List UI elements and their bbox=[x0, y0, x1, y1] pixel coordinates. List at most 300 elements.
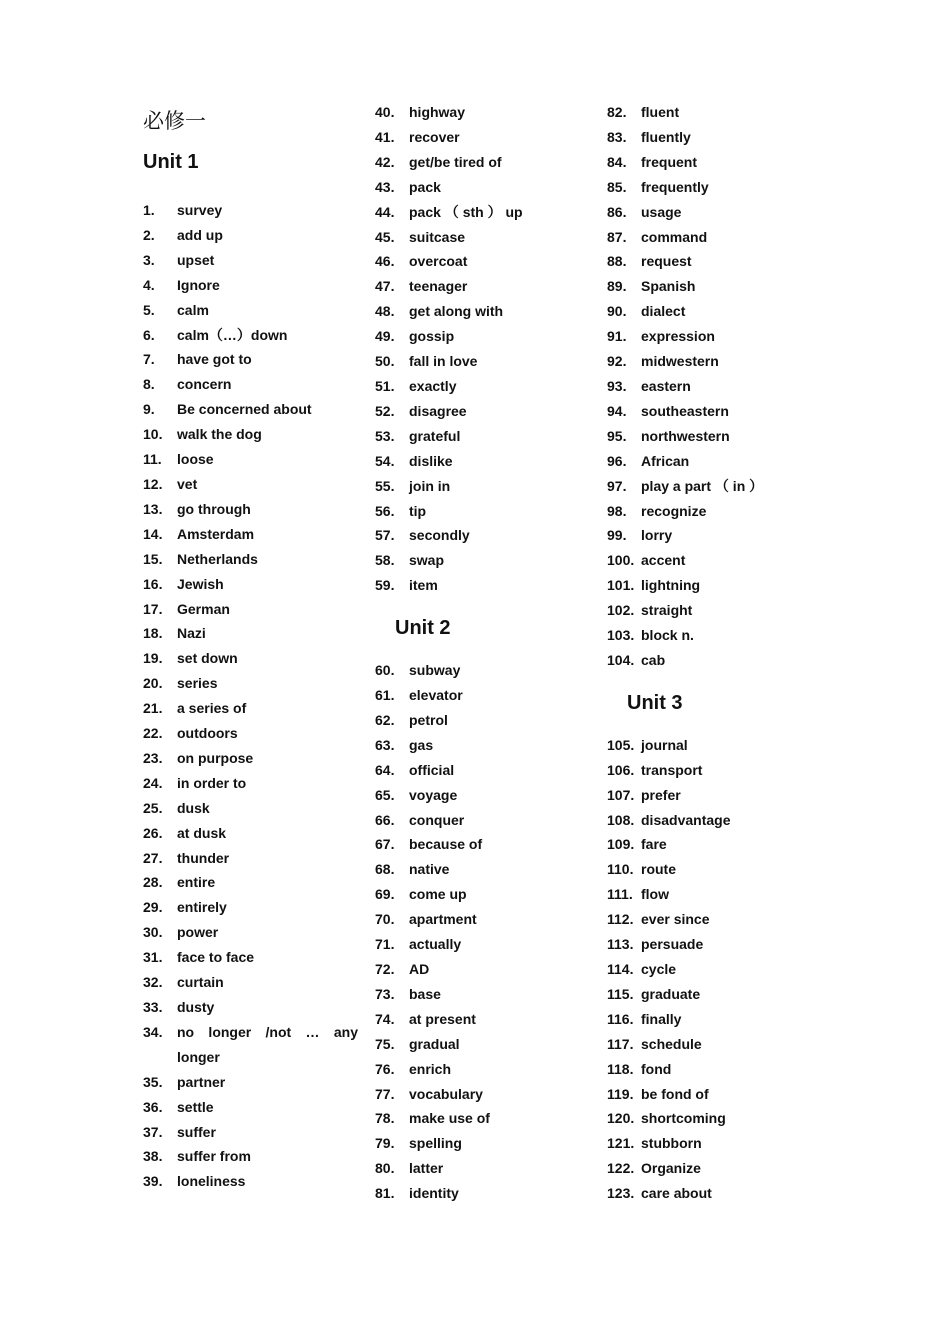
vocab-item bbox=[375, 1082, 590, 1107]
vocab-term: northwestern bbox=[641, 427, 730, 444]
vocab-list-unit-2 bbox=[375, 658, 590, 1206]
vocab-item bbox=[607, 324, 837, 349]
vocab-list-unit-1-cont bbox=[375, 100, 590, 598]
vocab-item bbox=[375, 175, 590, 200]
vocab-term: curtain bbox=[177, 974, 224, 991]
vocab-term: enrich bbox=[409, 1060, 452, 1077]
vocab-number: 109. bbox=[607, 836, 635, 853]
vocab-item bbox=[143, 347, 358, 372]
vocab-number: 37. bbox=[143, 1123, 163, 1140]
vocab-term: flow bbox=[641, 886, 669, 903]
vocab-item bbox=[607, 249, 837, 274]
vocab-term: overcoat bbox=[409, 253, 468, 270]
vocab-number: 121. bbox=[607, 1135, 635, 1152]
vocab-number: 5. bbox=[143, 301, 155, 318]
vocab-number: 16. bbox=[143, 575, 163, 592]
vocab-number: 76. bbox=[375, 1060, 395, 1077]
vocab-item bbox=[607, 200, 837, 225]
vocab-item bbox=[143, 472, 358, 497]
vocab-term: conquer bbox=[409, 811, 465, 828]
vocab-item bbox=[607, 474, 837, 499]
unit-3-heading: Unit 3 bbox=[627, 691, 683, 714]
vocab-term: vet bbox=[177, 475, 198, 492]
vocab-item bbox=[607, 548, 837, 573]
vocab-item bbox=[375, 1131, 590, 1156]
vocab-term: outdoors bbox=[177, 725, 238, 742]
vocab-item bbox=[607, 623, 837, 648]
vocab-term: entire bbox=[177, 874, 216, 891]
vocab-number: 11. bbox=[143, 451, 162, 468]
vocab-term: add up bbox=[177, 226, 223, 243]
vocab-term: care about bbox=[641, 1185, 712, 1202]
vocab-item bbox=[375, 324, 590, 349]
vocab-number: 30. bbox=[143, 924, 163, 941]
vocab-term: stubborn bbox=[641, 1135, 702, 1152]
vocab-item bbox=[607, 1032, 837, 1057]
vocab-term: petrol bbox=[409, 711, 448, 728]
vocab-item bbox=[607, 1181, 837, 1206]
vocab-number: 68. bbox=[375, 861, 395, 878]
vocab-term: get along with bbox=[409, 303, 504, 320]
vocab-number: 67. bbox=[375, 836, 395, 853]
vocab-term: join in bbox=[409, 477, 451, 494]
vocab-term: calm bbox=[177, 301, 209, 318]
vocab-item bbox=[607, 1131, 837, 1156]
vocab-term: at dusk bbox=[177, 824, 227, 841]
vocab-term: identity bbox=[409, 1185, 459, 1202]
vocab-number: 22. bbox=[143, 725, 163, 742]
vocab-term: finally bbox=[641, 1010, 682, 1027]
vocab-item bbox=[375, 1106, 590, 1131]
vocab-item bbox=[607, 225, 837, 250]
vocab-term: apartment bbox=[409, 911, 477, 928]
vocab-term: face to face bbox=[177, 949, 255, 966]
vocab-number: 74. bbox=[375, 1010, 395, 1027]
vocab-number: 2. bbox=[143, 226, 155, 243]
vocab-item bbox=[375, 125, 590, 150]
vocab-number: 96. bbox=[607, 452, 627, 469]
vocab-number: 24. bbox=[143, 774, 163, 791]
vocab-item bbox=[143, 372, 358, 397]
vocab-item bbox=[375, 424, 590, 449]
vocab-term: partner bbox=[177, 1073, 226, 1090]
vocab-term: spelling bbox=[409, 1135, 462, 1152]
vocab-term: power bbox=[177, 924, 219, 941]
vocab-term: on purpose bbox=[177, 749, 254, 766]
vocab-term: no longer /not … any longer bbox=[177, 1023, 358, 1065]
vocab-term: usage bbox=[641, 203, 682, 220]
vocab-term: settle bbox=[177, 1098, 214, 1115]
vocab-item bbox=[607, 1057, 837, 1082]
vocab-number: 123. bbox=[607, 1185, 635, 1202]
vocab-term: exactly bbox=[409, 377, 457, 394]
vocab-item bbox=[143, 746, 358, 771]
vocab-number: 73. bbox=[375, 985, 395, 1002]
vocab-number: 52. bbox=[375, 402, 395, 419]
vocab-term: Nazi bbox=[177, 625, 206, 642]
vocab-item bbox=[375, 274, 590, 299]
vocab-number: 122. bbox=[607, 1160, 635, 1177]
vocab-number: 71. bbox=[375, 936, 395, 953]
vocab-item bbox=[375, 758, 590, 783]
vocab-item bbox=[607, 125, 837, 150]
vocab-number: 32. bbox=[143, 974, 163, 991]
vocab-item bbox=[607, 808, 837, 833]
vocab-number: 84. bbox=[607, 153, 627, 170]
vocab-number: 66. bbox=[375, 811, 395, 828]
vocab-number: 43. bbox=[375, 178, 395, 195]
vocab-item bbox=[375, 573, 590, 598]
vocab-number: 119. bbox=[607, 1085, 634, 1102]
vocab-item bbox=[607, 399, 837, 424]
vocab-item bbox=[375, 658, 590, 683]
vocab-item bbox=[607, 733, 837, 758]
vocab-number: 35. bbox=[143, 1073, 163, 1090]
vocab-number: 94. bbox=[607, 402, 627, 419]
vocab-term: disagree bbox=[409, 402, 467, 419]
vocab-number: 99. bbox=[607, 527, 627, 544]
vocab-number: 57. bbox=[375, 527, 395, 544]
vocab-number: 40. bbox=[375, 104, 395, 120]
vocab-term: get/be tired of bbox=[409, 153, 502, 170]
vocab-number: 42. bbox=[375, 153, 395, 170]
vocab-item bbox=[375, 907, 590, 932]
vocab-term: fond bbox=[641, 1060, 672, 1077]
vocab-number: 70. bbox=[375, 911, 395, 928]
vocab-number: 118. bbox=[607, 1060, 634, 1077]
vocab-number: 89. bbox=[607, 278, 627, 295]
vocab-term: swap bbox=[409, 552, 445, 569]
vocab-number: 98. bbox=[607, 502, 627, 519]
vocab-term: midwestern bbox=[641, 353, 719, 370]
vocab-item bbox=[375, 957, 590, 982]
vocab-item bbox=[607, 175, 837, 200]
vocab-item bbox=[375, 548, 590, 573]
vocab-term: cycle bbox=[641, 961, 677, 977]
vocab-item bbox=[143, 223, 358, 248]
vocab-item bbox=[607, 100, 837, 125]
vocab-number: 62. bbox=[375, 711, 395, 728]
vocab-item bbox=[375, 523, 590, 548]
vocab-number: 28. bbox=[143, 874, 163, 891]
vocab-number: 31. bbox=[143, 949, 163, 966]
vocab-term: come up bbox=[409, 886, 467, 903]
vocab-number: 3. bbox=[143, 251, 155, 268]
vocab-number: 75. bbox=[375, 1035, 395, 1052]
vocab-item bbox=[607, 1156, 837, 1181]
vocab-term: calm（…）down bbox=[177, 326, 288, 343]
vocab-term: journal bbox=[641, 736, 688, 753]
vocab-number: 54. bbox=[375, 452, 395, 469]
vocab-term: make use of bbox=[409, 1110, 490, 1127]
vocab-term: be fond of bbox=[641, 1085, 709, 1102]
vocab-item bbox=[375, 783, 590, 808]
vocab-term: recognize bbox=[641, 502, 707, 519]
vocab-term: suffer bbox=[177, 1123, 216, 1140]
vocab-number: 81. bbox=[375, 1185, 395, 1202]
vocab-term: African bbox=[641, 452, 690, 469]
vocab-number: 120. bbox=[607, 1110, 635, 1127]
vocab-term: gossip bbox=[409, 328, 455, 345]
vocab-item bbox=[143, 671, 358, 696]
vocab-number: 87. bbox=[607, 228, 627, 245]
vocab-number: 25. bbox=[143, 799, 163, 816]
vocab-term: grateful bbox=[409, 427, 461, 444]
vocab-term: upset bbox=[177, 251, 215, 268]
vocab-item bbox=[375, 882, 590, 907]
vocab-term: Organize bbox=[641, 1160, 701, 1177]
vocab-number: 20. bbox=[143, 675, 163, 692]
vocab-item bbox=[143, 796, 358, 821]
vocab-item bbox=[607, 783, 837, 808]
vocab-number: 18. bbox=[143, 625, 163, 642]
vocab-term: German bbox=[177, 600, 230, 617]
vocab-item bbox=[607, 1007, 837, 1032]
vocab-item bbox=[143, 1169, 358, 1194]
vocab-term: native bbox=[409, 861, 450, 878]
vocab-number: 59. bbox=[375, 577, 395, 594]
book-title: 必修一 bbox=[143, 109, 206, 133]
vocab-item bbox=[375, 808, 590, 833]
vocab-term: dusk bbox=[177, 799, 210, 816]
vocab-item bbox=[143, 995, 358, 1020]
vocab-number: 53. bbox=[375, 427, 395, 444]
vocab-term: eastern bbox=[641, 377, 691, 394]
vocab-term: pack （ sth ） up bbox=[409, 203, 523, 220]
vocab-number: 36. bbox=[143, 1098, 163, 1115]
vocab-item bbox=[607, 1082, 837, 1107]
vocab-number: 64. bbox=[375, 761, 395, 778]
vocab-item bbox=[375, 100, 590, 125]
vocab-term: walk the dog bbox=[177, 426, 262, 443]
vocab-number: 33. bbox=[143, 999, 163, 1015]
vocab-term: thunder bbox=[177, 849, 230, 866]
vocab-item bbox=[143, 522, 358, 547]
vocab-item bbox=[143, 572, 358, 597]
vocab-item bbox=[143, 721, 358, 746]
vocab-term: AD bbox=[409, 961, 430, 977]
vocab-item bbox=[143, 846, 358, 871]
vocab-term: southeastern bbox=[641, 402, 729, 419]
vocab-number: 48. bbox=[375, 303, 395, 320]
vocab-term: loneliness bbox=[177, 1173, 246, 1190]
vocab-term: fare bbox=[641, 836, 667, 853]
vocab-item bbox=[607, 832, 837, 857]
vocab-number: 114. bbox=[607, 961, 634, 977]
vocab-item bbox=[607, 907, 837, 932]
vocab-term: highway bbox=[409, 104, 466, 120]
vocab-term: teenager bbox=[409, 278, 468, 295]
vocab-number: 80. bbox=[375, 1160, 395, 1177]
vocab-number: 44. bbox=[375, 203, 395, 220]
vocab-item bbox=[375, 733, 590, 758]
vocab-number: 58. bbox=[375, 552, 395, 569]
vocab-item bbox=[607, 1106, 837, 1131]
vocab-number: 12. bbox=[143, 475, 163, 492]
vocab-item bbox=[375, 200, 590, 225]
vocab-number: 13. bbox=[143, 500, 163, 517]
vocab-number: 21. bbox=[143, 700, 163, 717]
vocab-number: 23. bbox=[143, 749, 163, 766]
vocab-item bbox=[607, 299, 837, 324]
vocab-term: graduate bbox=[641, 985, 701, 1002]
vocab-item bbox=[375, 832, 590, 857]
vocab-item bbox=[375, 225, 590, 250]
vocab-number: 117. bbox=[607, 1035, 634, 1052]
vocab-number: 103. bbox=[607, 627, 635, 644]
vocab-number: 17. bbox=[143, 600, 163, 617]
vocab-number: 69. bbox=[375, 886, 395, 903]
vocab-item bbox=[143, 895, 358, 920]
vocab-item bbox=[607, 349, 837, 374]
vocab-item bbox=[143, 771, 358, 796]
vocab-item bbox=[143, 920, 358, 945]
vocab-list-unit-3 bbox=[607, 733, 837, 1206]
vocab-number: 38. bbox=[143, 1148, 163, 1165]
vocab-item bbox=[375, 499, 590, 524]
vocab-number: 39. bbox=[143, 1173, 163, 1190]
vocab-number: 86. bbox=[607, 203, 627, 220]
vocab-item bbox=[375, 1057, 590, 1082]
column-2 bbox=[375, 100, 590, 1206]
vocab-item bbox=[143, 497, 358, 522]
vocab-term: Jewish bbox=[177, 575, 224, 592]
vocab-number: 85. bbox=[607, 178, 627, 195]
vocab-term: gradual bbox=[409, 1035, 460, 1052]
vocab-term: cab bbox=[641, 651, 666, 668]
vocab-item bbox=[375, 1181, 590, 1206]
vocab-term: fall in love bbox=[409, 353, 478, 370]
vocab-term: actually bbox=[409, 936, 462, 953]
vocab-number: 19. bbox=[143, 650, 163, 667]
vocab-number: 34. bbox=[143, 1023, 163, 1040]
vocab-item bbox=[143, 945, 358, 970]
vocab-term: vocabulary bbox=[409, 1085, 483, 1102]
vocab-item bbox=[375, 299, 590, 324]
vocab-item bbox=[143, 621, 358, 646]
vocab-item bbox=[375, 399, 590, 424]
vocab-number: 14. bbox=[143, 525, 163, 542]
vocab-item bbox=[143, 422, 358, 447]
vocab-number: 106. bbox=[607, 761, 635, 778]
vocab-number: 100. bbox=[607, 552, 635, 569]
vocab-item bbox=[607, 857, 837, 882]
vocab-list-unit-1 bbox=[143, 198, 358, 1194]
vocab-term: play a part （ in ） bbox=[641, 477, 764, 494]
vocab-term: lightning bbox=[641, 577, 701, 594]
vocab-number: 1. bbox=[143, 202, 155, 218]
vocab-number: 88. bbox=[607, 253, 627, 270]
vocab-item bbox=[375, 932, 590, 957]
vocab-item bbox=[143, 397, 358, 422]
vocab-term: prefer bbox=[641, 786, 681, 803]
vocab-term: a series of bbox=[177, 700, 247, 717]
vocab-term: suffer from bbox=[177, 1148, 251, 1165]
vocab-item bbox=[143, 821, 358, 846]
vocab-number: 55. bbox=[375, 477, 395, 494]
column-3 bbox=[607, 100, 837, 1206]
vocab-item bbox=[143, 646, 358, 671]
vocab-item bbox=[375, 1007, 590, 1032]
vocab-number: 77. bbox=[375, 1085, 395, 1102]
vocab-term: Amsterdam bbox=[177, 525, 255, 542]
vocab-term: Ignore bbox=[177, 276, 220, 293]
vocab-item bbox=[607, 523, 837, 548]
vocab-term: go through bbox=[177, 500, 251, 517]
vocab-term: because of bbox=[409, 836, 483, 853]
vocab-number: 95. bbox=[607, 427, 627, 444]
vocab-term: accent bbox=[641, 552, 686, 569]
unit-1-heading: Unit 1 bbox=[143, 151, 199, 173]
vocab-item bbox=[375, 1032, 590, 1057]
vocab-item bbox=[607, 932, 837, 957]
vocab-item bbox=[143, 198, 358, 223]
vocab-item bbox=[143, 1120, 358, 1145]
vocab-item bbox=[375, 449, 590, 474]
vocab-term: Netherlands bbox=[177, 550, 258, 567]
vocab-number: 115. bbox=[607, 985, 634, 1002]
vocab-item bbox=[143, 248, 358, 273]
vocab-term: entirely bbox=[177, 899, 227, 916]
vocab-term: fluently bbox=[641, 128, 691, 145]
vocab-number: 91. bbox=[607, 328, 627, 345]
vocab-term: route bbox=[641, 861, 676, 878]
vocab-item bbox=[143, 1070, 358, 1095]
vocab-term: fluent bbox=[641, 104, 680, 120]
vocab-number: 116. bbox=[607, 1010, 634, 1027]
vocab-term: block n. bbox=[641, 627, 694, 644]
vocab-item bbox=[375, 349, 590, 374]
vocab-item bbox=[375, 474, 590, 499]
vocab-number: 92. bbox=[607, 353, 627, 370]
vocab-number: 63. bbox=[375, 736, 395, 753]
vocab-term: persuade bbox=[641, 936, 704, 953]
vocab-term: straight bbox=[641, 602, 693, 619]
vocab-term: ever since bbox=[641, 911, 710, 928]
vocab-number: 49. bbox=[375, 328, 395, 345]
vocab-item bbox=[375, 150, 590, 175]
vocab-item bbox=[143, 870, 358, 895]
vocab-term: Be concerned about bbox=[177, 401, 312, 418]
vocab-term: loose bbox=[177, 451, 214, 468]
vocab-item bbox=[375, 1156, 590, 1181]
vocab-term: set down bbox=[177, 650, 238, 667]
vocab-number: 26. bbox=[143, 824, 163, 841]
vocab-number: 72. bbox=[375, 961, 395, 977]
vocab-term: series bbox=[177, 675, 218, 692]
vocab-item bbox=[375, 708, 590, 733]
vocab-term: expression bbox=[641, 328, 715, 345]
vocab-term: at present bbox=[409, 1010, 476, 1027]
vocab-item bbox=[143, 447, 358, 472]
vocab-term: in order to bbox=[177, 774, 247, 791]
vocab-number: 47. bbox=[375, 278, 395, 295]
vocab-number: 107. bbox=[607, 786, 635, 803]
vocab-item bbox=[375, 249, 590, 274]
vocab-term: recover bbox=[409, 128, 460, 145]
vocab-item bbox=[143, 970, 358, 995]
vocab-term: latter bbox=[409, 1160, 444, 1177]
vocab-term: command bbox=[641, 228, 708, 245]
vocab-number: 9. bbox=[143, 401, 155, 418]
vocab-number: 50. bbox=[375, 353, 395, 370]
vocab-term: request bbox=[641, 253, 692, 270]
vocab-number: 83. bbox=[607, 128, 627, 145]
vocab-number: 108. bbox=[607, 811, 635, 828]
vocab-term: transport bbox=[641, 761, 703, 778]
vocab-item bbox=[143, 597, 358, 622]
vocab-term: base bbox=[409, 985, 441, 1002]
